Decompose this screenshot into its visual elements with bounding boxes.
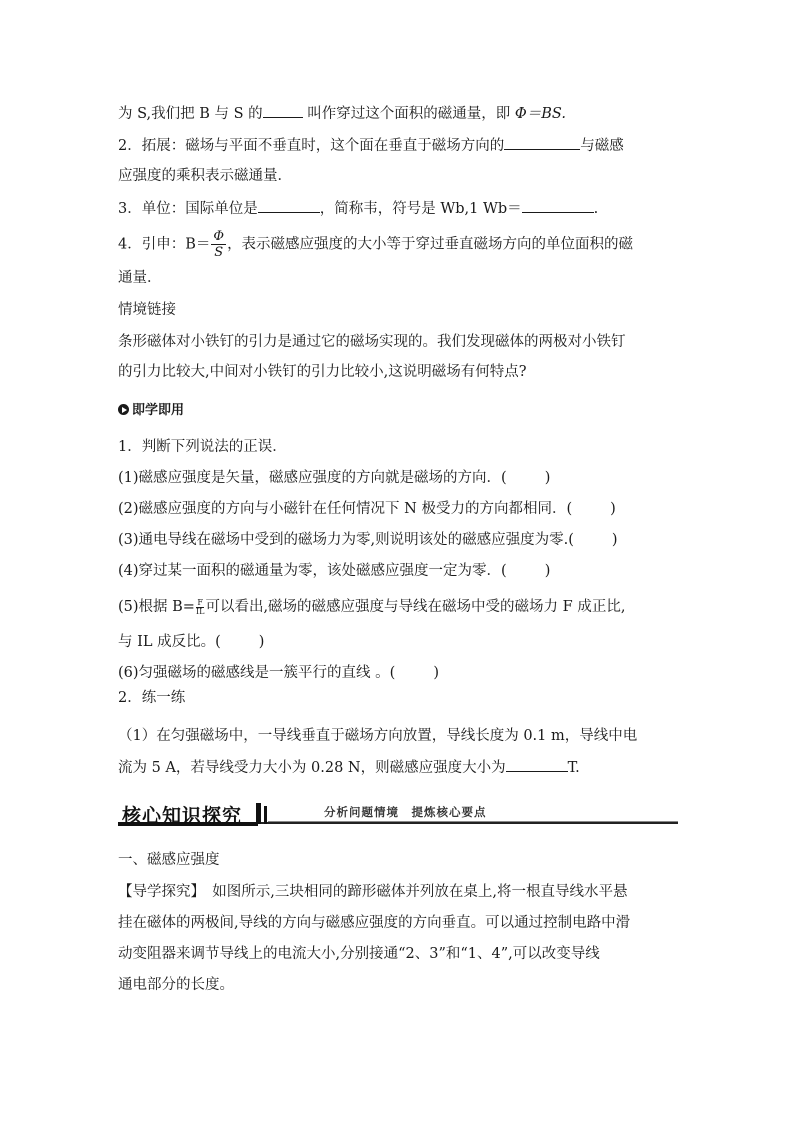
text: 叫作穿过这个面积的磁通量，即 (307, 106, 515, 122)
section-para-3 (118, 944, 600, 964)
heading-text: 情境链接 (118, 302, 176, 318)
text: 为 S,我们把 B 与 S 的 (118, 106, 263, 122)
statement-6 (118, 663, 439, 683)
section-para-4 (118, 975, 234, 995)
heading-text: 一、磁感应强度 (118, 852, 220, 868)
text: 1．判断下列说法的正误． (118, 439, 287, 455)
text: ，简称韦，符号是 Wb,1 Wb＝ (319, 201, 522, 217)
context-para-1 (118, 332, 626, 352)
text: 的引力比较大,中间对小铁钉的引力比较小,这说明磁场有何特点? (118, 364, 527, 380)
text: (4)穿过某一面积的磁通量为零，该处磁感应强度一定为零．( (118, 563, 507, 579)
text: 与磁感 (580, 138, 624, 154)
banner-rule-thin (268, 821, 678, 822)
text: (6)匀强磁场的磁感线是一簇平行的直线 。( (118, 665, 396, 681)
answer-blank[interactable] (504, 135, 580, 150)
text: (5)根据 B= (118, 599, 195, 615)
context-heading (118, 300, 176, 320)
intro-line-1 (118, 103, 566, 124)
numerator: F (197, 597, 203, 607)
heading-text: 即学即用 (132, 403, 185, 418)
banner-title: 核心知识探究 (122, 805, 243, 827)
question-1-title (118, 437, 287, 457)
text: 4．引申：B＝ (118, 236, 211, 253)
denominator: S (214, 245, 224, 260)
statement-2 (118, 499, 616, 519)
text: . (593, 201, 599, 217)
text: ) (258, 634, 265, 650)
text: 如图所示,三块相同的蹄形磁体并列放在桌上,将一根直导线水平悬 (197, 884, 628, 900)
item-3 (118, 198, 598, 219)
text: ，表示磁感应强度的大小等于穿过垂直磁场方向的单位面积的磁 (227, 236, 634, 253)
play-circle-icon (118, 404, 129, 415)
text: 流为 5 A，若导线受力大小为 0.28 N，则磁感应强度大小为 (118, 760, 506, 776)
text: 动变阻器来调节导线上的电流大小,分别接通“2、3”和“1、4”,可以改变导线 (118, 946, 600, 962)
text: T. (567, 760, 580, 776)
item-2-line-1 (118, 135, 624, 156)
fraction (196, 599, 204, 616)
text: 条形磁体对小铁钉的引力是通过它的磁场实现的。我们发现磁体的两极对小铁钉 (118, 334, 626, 350)
statement-5-line-2 (118, 632, 264, 652)
text: ) (544, 470, 551, 486)
text: ) (433, 665, 439, 681)
banner-bar (256, 803, 261, 824)
fraction (211, 230, 226, 259)
text: (2)磁感应强度的方向与小磁针在任何情况下 N 极受力的方向都相同．( (118, 501, 573, 517)
text: 可以看出,磁场的磁感应强度与导线在磁场中受的磁场力 F 成正比, (205, 599, 626, 615)
statement-4 (118, 561, 550, 581)
numerator: Φ (213, 229, 225, 244)
item-2-line-2 (118, 166, 292, 186)
formula: Φ＝BS. (514, 106, 566, 122)
text: ) (611, 532, 618, 548)
question-2-line-1 (118, 726, 637, 746)
answer-blank[interactable] (522, 198, 594, 213)
section-para-2 (118, 913, 630, 933)
context-para-2 (118, 362, 527, 382)
item-4-line-1 (118, 230, 633, 259)
text: 2．练一练 (118, 690, 186, 706)
text: 与 IL 成反比。( (118, 634, 221, 650)
practice-heading (118, 400, 184, 421)
question-2-line-2 (118, 757, 580, 778)
banner-bar (264, 806, 267, 824)
statement-3 (118, 530, 618, 550)
banner-subtitle: 分析问题情境 提炼核心要点 (324, 805, 487, 819)
text: 挂在磁体的两极间,导线的方向与磁感应强度的方向垂直。可以通过控制电路中滑 (118, 915, 631, 931)
text: ) (610, 501, 616, 517)
section-para-1 (118, 882, 627, 902)
answer-blank[interactable] (506, 757, 568, 772)
denominator: IL (195, 606, 205, 616)
text: ) (544, 563, 551, 579)
text: (1)磁感应强度是矢量，磁感应强度的方向就是磁场的方向．( (118, 470, 507, 486)
text: 3．单位：国际单位是 (118, 201, 258, 217)
statement-1 (118, 468, 550, 488)
question-2-title (118, 688, 185, 708)
tag-text: 【导学探究】 (118, 884, 198, 900)
section-heading (118, 850, 220, 870)
answer-blank[interactable] (263, 103, 303, 118)
text: 通量． (118, 270, 162, 286)
text: 通电部分的长度。 (118, 977, 234, 993)
item-4-line-2 (118, 268, 162, 288)
section-banner (118, 800, 678, 826)
text: 2．拓展：磁场与平面不垂直时，这个面在垂直于磁场方向的 (118, 138, 505, 154)
text: （1）在匀强磁场中，一导线垂直于磁场方向放置，导线长度为 0.1 m，导线中电 (118, 728, 638, 744)
text: 应强度的乘积表示磁通量． (118, 168, 292, 184)
answer-blank[interactable] (258, 198, 320, 213)
text: (3)通电导线在磁场中受到的磁场力为零,则说明该处的磁感应强度为零.( (118, 532, 574, 548)
statement-5-line-1 (118, 594, 625, 620)
